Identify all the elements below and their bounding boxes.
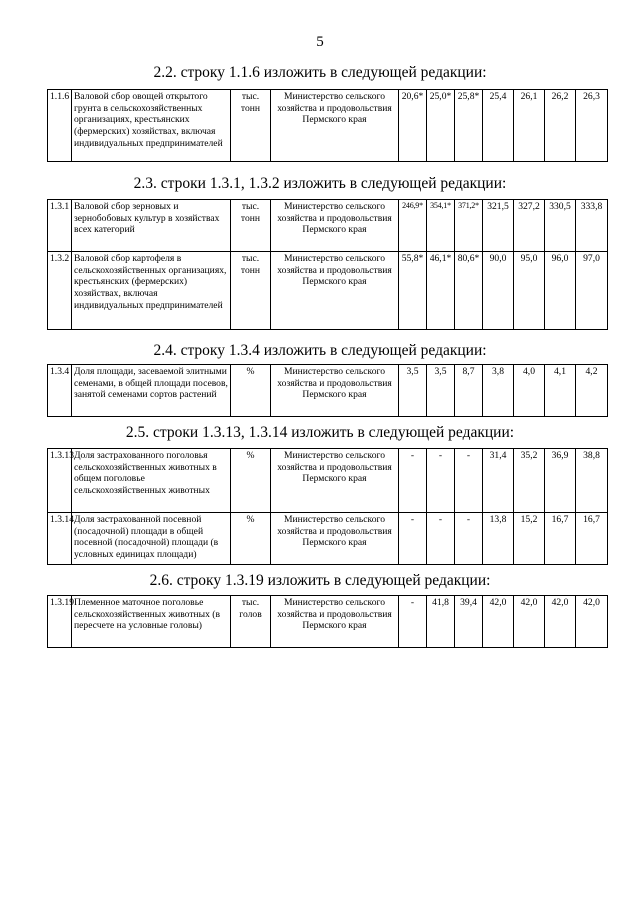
table-row-1-3-4 bbox=[47, 364, 608, 417]
table-row bbox=[48, 252, 608, 330]
row-value: 16,7 bbox=[545, 513, 576, 565]
row-value: 39,4 bbox=[455, 596, 483, 648]
row-value: 42,0 bbox=[576, 596, 608, 648]
row-unit: тыс. голов bbox=[231, 596, 271, 648]
row-value: 20,6* bbox=[399, 90, 427, 162]
row-value: 95,0 bbox=[514, 252, 545, 330]
row-unit: тыс. тонн bbox=[231, 252, 271, 330]
row-code: 1.3.4 bbox=[48, 365, 72, 417]
row-value: 25,0* bbox=[427, 90, 455, 162]
row-name: Валовой сбор зерновых и зернобобовых культур в хозяйствах всех категорий bbox=[72, 200, 231, 252]
row-value: 26,2 bbox=[545, 90, 576, 162]
row-value: 13,8 bbox=[483, 513, 514, 565]
row-value: 31,4 bbox=[483, 449, 514, 513]
table-row bbox=[48, 200, 608, 252]
table-row bbox=[48, 90, 608, 162]
row-value: 15,2 bbox=[514, 513, 545, 565]
row-code: 1.3.14 bbox=[48, 513, 72, 565]
row-value: 46,1* bbox=[427, 252, 455, 330]
table-row bbox=[48, 513, 608, 565]
row-responsible: Министерство сельского хозяйства и продовольствия Пермского края bbox=[271, 513, 399, 565]
row-value: 41,8 bbox=[427, 596, 455, 648]
row-name: Доля застрахованной посевной (посадочной) площади в общей посевной (посадочной) площади (в условных единицах площади) bbox=[72, 513, 231, 565]
table-row-1-3-19 bbox=[47, 595, 608, 648]
row-value: - bbox=[399, 513, 427, 565]
row-value: 327,2 bbox=[514, 200, 545, 252]
row-responsible: Министерство сельского хозяйства и продовольствия Пермского края bbox=[271, 365, 399, 417]
row-code: 1.3.13 bbox=[48, 449, 72, 513]
table-rows-1-3-1-1-3-2 bbox=[47, 199, 608, 330]
row-name: Доля площади, засеваемой элитными семенами, в общей площади посевов, занятой семенами сортов растений bbox=[72, 365, 231, 417]
table-row-1-1-6 bbox=[47, 89, 608, 162]
row-responsible: Министерство сельского хозяйства и продовольствия Пермского края bbox=[271, 596, 399, 648]
row-value: 25,8* bbox=[455, 90, 483, 162]
row-responsible: Министерство сельского хозяйства и продовольствия Пермского края bbox=[271, 449, 399, 513]
table-row bbox=[48, 596, 608, 648]
section-heading-2-2: 2.2. строку 1.1.6 изложить в следующей редакции: bbox=[153, 64, 487, 81]
row-value: 330,5 bbox=[545, 200, 576, 252]
page-number: 5 bbox=[316, 34, 324, 50]
row-name: Валовой сбор картофеля в сельскохозяйственных организациях, крестьянских (фермерских) хозяйствах, включая индивидуальных предпринимателей bbox=[72, 252, 231, 330]
row-name: Валовой сбор овощей открытого грунта в сельскохозяйственных организациях, крестьянских (фермерских) хозяйствах, включая индивидуальных предпринимателей bbox=[72, 90, 231, 162]
row-value: 80,6* bbox=[455, 252, 483, 330]
row-value: 16,7 bbox=[576, 513, 608, 565]
row-value: - bbox=[399, 449, 427, 513]
row-value: 26,3 bbox=[576, 90, 608, 162]
row-value: 354,1* bbox=[427, 200, 455, 252]
table-row bbox=[48, 449, 608, 513]
section-heading-2-4: 2.4. строку 1.3.4 изложить в следующей редакции: bbox=[153, 342, 487, 359]
row-value: 42,0 bbox=[514, 596, 545, 648]
row-code: 1.3.2 bbox=[48, 252, 72, 330]
section-heading-2-3: 2.3. строки 1.3.1, 1.3.2 изложить в следующей редакции: bbox=[133, 175, 507, 192]
row-value: 4,0 bbox=[514, 365, 545, 417]
row-value: - bbox=[455, 513, 483, 565]
row-value: 4,2 bbox=[576, 365, 608, 417]
row-name: Доля застрахованного поголовья сельскохозяйственных животных в общем поголовье сельскохозяйственных животных bbox=[72, 449, 231, 513]
section-heading-2-6: 2.6. строку 1.3.19 изложить в следующей редакции: bbox=[149, 572, 491, 589]
row-value: - bbox=[427, 513, 455, 565]
row-unit: тыс. тонн bbox=[231, 200, 271, 252]
row-unit: тыс. тонн bbox=[231, 90, 271, 162]
row-value: 26,1 bbox=[514, 90, 545, 162]
row-value: 3,8 bbox=[483, 365, 514, 417]
row-value: - bbox=[427, 449, 455, 513]
row-value: 25,4 bbox=[483, 90, 514, 162]
row-value: 4,1 bbox=[545, 365, 576, 417]
row-value: - bbox=[399, 596, 427, 648]
row-value: 371,2* bbox=[455, 200, 483, 252]
table-row bbox=[48, 365, 608, 417]
row-value: 321,5 bbox=[483, 200, 514, 252]
table-rows-1-3-13-1-3-14 bbox=[47, 448, 608, 565]
row-value: 96,0 bbox=[545, 252, 576, 330]
row-name: Племенное маточное поголовье сельскохозяйственных животных (в пересчете на условные головы) bbox=[72, 596, 231, 648]
row-unit: % bbox=[231, 365, 271, 417]
row-value: 35,2 bbox=[514, 449, 545, 513]
row-value: 38,8 bbox=[576, 449, 608, 513]
row-unit: % bbox=[231, 449, 271, 513]
row-value: 246,9* bbox=[399, 200, 427, 252]
row-responsible: Министерство сельского хозяйства и продовольствия Пермского края bbox=[271, 90, 399, 162]
row-value: 97,0 bbox=[576, 252, 608, 330]
row-unit: % bbox=[231, 513, 271, 565]
row-code: 1.3.19 bbox=[48, 596, 72, 648]
row-responsible: Министерство сельского хозяйства и продовольствия Пермского края bbox=[271, 200, 399, 252]
row-code: 1.1.6 bbox=[48, 90, 72, 162]
row-value: 3,5 bbox=[427, 365, 455, 417]
row-value: 55,8* bbox=[399, 252, 427, 330]
row-code: 1.3.1 bbox=[48, 200, 72, 252]
row-value: 42,0 bbox=[545, 596, 576, 648]
row-value: 333,8 bbox=[576, 200, 608, 252]
row-value: 90,0 bbox=[483, 252, 514, 330]
row-value: 3,5 bbox=[399, 365, 427, 417]
row-responsible: Министерство сельского хозяйства и продовольствия Пермского края bbox=[271, 252, 399, 330]
section-heading-2-5: 2.5. строки 1.3.13, 1.3.14 изложить в следующей редакции: bbox=[125, 424, 515, 441]
row-value: 36,9 bbox=[545, 449, 576, 513]
row-value: 8,7 bbox=[455, 365, 483, 417]
row-value: - bbox=[455, 449, 483, 513]
row-value: 42,0 bbox=[483, 596, 514, 648]
